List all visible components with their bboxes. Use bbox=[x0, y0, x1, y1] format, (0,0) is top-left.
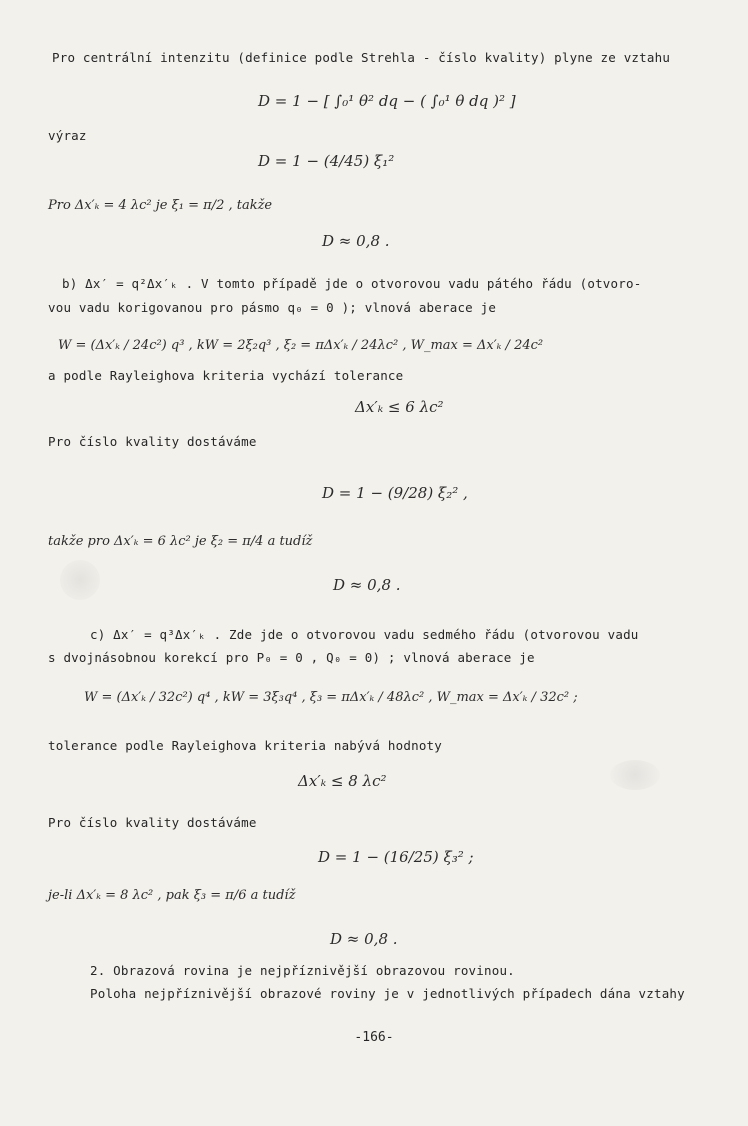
paper-smudge bbox=[60, 560, 100, 600]
text-line: tolerance podle Rayleighova kriteria nabývá hodnoty bbox=[48, 738, 443, 753]
text-line: 2. Obrazová rovina je nejpříznivější obrazovou rovinou. bbox=[90, 963, 515, 978]
equation-d-xi3: D = 1 − (16/25) ξ₃² ; bbox=[318, 848, 474, 866]
text-line: b) Δx′ = q²Δx′ₖ . V tomto případě jde o otvorovou vadu pátého řádu (otvoro- bbox=[62, 276, 642, 291]
equation-condition-b: takže pro Δx′ₖ = 6 λc² je ξ₂ = π/4 a tudíž bbox=[48, 534, 313, 549]
equation-d-xi1: D = 1 − (4/45) ξ₁² bbox=[258, 152, 395, 170]
equation-result-b: D ≈ 0,8 . bbox=[333, 576, 401, 594]
text-line: Pro číslo kvality dostáváme bbox=[48, 815, 257, 830]
equation-aberration-c: W = (Δx′ₖ / 32c²) q⁴ , kW = 3ξ₃q⁴ , ξ₃ = πΔx′ₖ / 48λc² , W_max = Δx′ₖ / 32c² ; bbox=[84, 690, 578, 705]
equation-d-xi2: D = 1 − (9/28) ξ₂² , bbox=[322, 484, 468, 502]
page-number: -166- bbox=[354, 1030, 394, 1045]
equation-strehl: D = 1 − [ ∫₀¹ θ² dq − ( ∫₀¹ θ dq )² ] bbox=[258, 92, 516, 110]
text-line: s dvojnásobnou korekcí pro P₀ = 0 , Q₀ = 0) ; vlnová aberace je bbox=[48, 650, 535, 665]
equation-condition-a: Pro Δx′ₖ = 4 λc² je ξ₁ = π/2 , takže bbox=[48, 198, 273, 213]
text-line: a podle Rayleighova kriteria vychází tolerance bbox=[48, 368, 404, 383]
text-line: Pro centrální intenzitu (definice podle Strehla - číslo kvality) plyne ze vztahu bbox=[52, 50, 671, 65]
text-line: vou vadu korigovanou pro pásmo q₀ = 0 ); vlnová aberace je bbox=[48, 300, 497, 315]
equation-condition-c: je-li Δx′ₖ = 8 λc² , pak ξ₃ = π/6 a tudíž bbox=[48, 888, 296, 903]
text-line: c) Δx′ = q³Δx′ₖ . Zde jde o otvorovou vadu sedmého řádu (otvorovou vadu bbox=[90, 627, 639, 642]
text-line: Pro číslo kvality dostáváme bbox=[48, 434, 257, 449]
equation-aberration-b: W = (Δx′ₖ / 24c²) q³ , kW = 2ξ₂q³ , ξ₂ = πΔx′ₖ / 24λc² , W_max = Δx′ₖ / 24c² bbox=[58, 338, 544, 353]
equation-result-c: D ≈ 0,8 . bbox=[330, 930, 398, 948]
equation-tolerance-b: Δx′ₖ ≤ 6 λc² bbox=[355, 398, 444, 416]
text-line: Poloha nejpříznivější obrazové roviny je v jednotlivých případech dána vztahy bbox=[90, 986, 685, 1001]
equation-tolerance-c: Δx′ₖ ≤ 8 λc² bbox=[298, 772, 387, 790]
paper-smudge bbox=[610, 760, 660, 790]
text-line: výraz bbox=[48, 128, 87, 143]
equation-result-a: D ≈ 0,8 . bbox=[322, 232, 390, 250]
